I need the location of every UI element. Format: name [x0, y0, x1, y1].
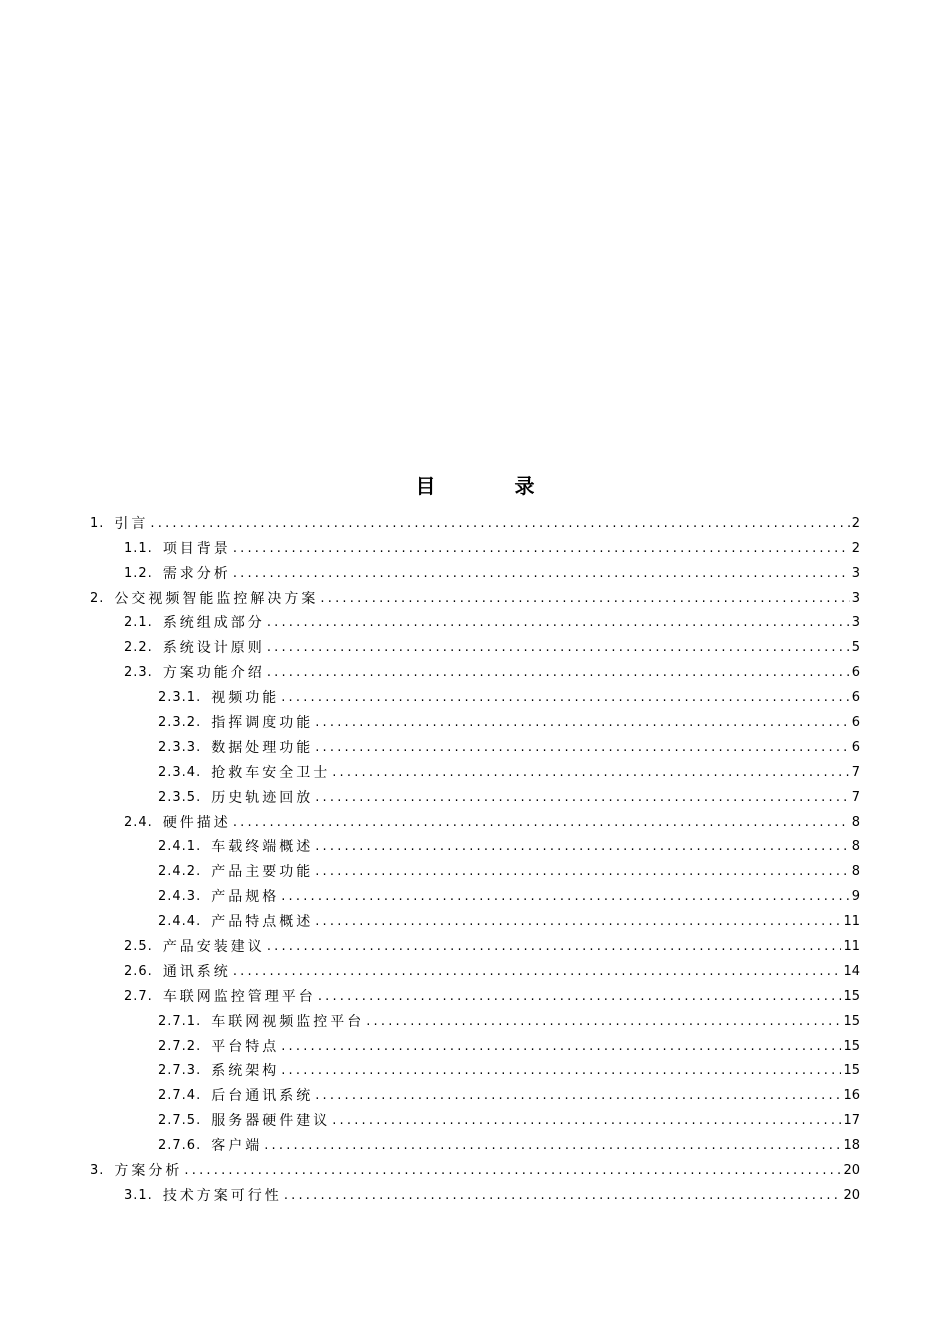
- toc-entry-label: 技术方案可行性: [162, 1187, 282, 1204]
- toc-dot-leader: [233, 814, 850, 832]
- toc-dot-leader: [267, 614, 850, 632]
- toc-dot-leader: [233, 963, 842, 981]
- toc-entry-page: 5: [851, 640, 860, 656]
- toc-entry-page: 14: [843, 963, 860, 979]
- toc-dot-leader: [264, 1137, 841, 1155]
- toc-entry-page: 15: [843, 1038, 860, 1054]
- toc-entry-page: 7: [851, 789, 860, 805]
- toc-entry[interactable]: [90, 707, 860, 732]
- toc-entry-number: 2.4.3.: [158, 889, 202, 905]
- toc-entry[interactable]: [90, 1130, 860, 1155]
- toc-entry-page: 15: [843, 1063, 860, 1079]
- toc-entry-page: 8: [851, 839, 860, 855]
- toc-entry[interactable]: [90, 508, 860, 533]
- toc-dot-leader: [233, 540, 850, 558]
- toc-entry-number: 2.5.: [124, 939, 153, 955]
- toc-dot-leader: [318, 988, 842, 1006]
- toc-entry-number: 2.1.: [124, 615, 153, 631]
- toc-dot-leader: [233, 565, 850, 583]
- toc-entry-number: 2.: [90, 590, 105, 606]
- toc-entry-number: 2.4.2.: [158, 864, 202, 880]
- toc-entry-page: 8: [851, 814, 860, 830]
- toc-entry[interactable]: [90, 1105, 860, 1130]
- toc-entry-number: 1.1.: [124, 540, 153, 556]
- toc-dot-leader: [315, 789, 850, 807]
- toc-entry-page: 18: [843, 1138, 860, 1154]
- toc-entry-page: 17: [843, 1113, 860, 1129]
- toc-entry-number: 2.6.: [124, 963, 153, 979]
- toc-entry-page: 6: [851, 665, 860, 681]
- toc-entry-page: 9: [851, 889, 860, 905]
- toc-dot-leader: [315, 913, 841, 931]
- toc-dot-leader: [281, 1062, 841, 1080]
- toc-title: 目 录: [415, 474, 571, 498]
- toc-entry-label: 通讯系统: [162, 963, 231, 980]
- toc-entry-label: 引言: [114, 515, 149, 532]
- toc-entry-page: 8: [851, 864, 860, 880]
- toc-dot-leader: [267, 664, 850, 682]
- toc-entry-label: 平台特点: [211, 1038, 280, 1055]
- toc-entry[interactable]: [90, 1031, 860, 1056]
- toc-entry-page: 2: [851, 540, 860, 556]
- toc-dot-leader: [150, 515, 849, 533]
- toc-entry-label: 历史轨迹回放: [211, 789, 314, 806]
- table-of-contents: [90, 508, 860, 1205]
- toc-entry-number: 2.3.4.: [158, 764, 202, 780]
- toc-entry-label: 项目背景: [162, 540, 231, 557]
- toc-entry-number: 2.7.4.: [158, 1088, 202, 1104]
- toc-entry-page: 2: [851, 515, 860, 531]
- toc-entry-label: 产品特点概述: [211, 914, 314, 931]
- toc-entry-page: 15: [843, 988, 860, 1004]
- toc-dot-leader: [315, 1087, 841, 1105]
- toc-entry[interactable]: [90, 1180, 860, 1205]
- toc-entry-page: 20: [843, 1187, 860, 1203]
- toc-entry[interactable]: [90, 583, 860, 608]
- toc-entry-label: 系统组成部分: [162, 615, 265, 632]
- toc-entry[interactable]: [90, 906, 860, 931]
- toc-entry[interactable]: [90, 807, 860, 832]
- toc-dot-leader: [267, 938, 842, 956]
- toc-entry[interactable]: [90, 1080, 860, 1105]
- toc-entry-label: 客户端: [211, 1138, 263, 1155]
- toc-entry[interactable]: [90, 981, 860, 1006]
- toc-entry-number: 2.4.4.: [158, 914, 202, 930]
- toc-entry-number: 2.7.2.: [158, 1038, 202, 1054]
- toc-entry-label: 指挥调度功能: [211, 715, 314, 732]
- toc-dot-leader: [281, 888, 850, 906]
- toc-entry-label: 产品规格: [211, 889, 280, 906]
- toc-entry-page: 20: [843, 1163, 860, 1179]
- toc-entry[interactable]: [90, 856, 860, 881]
- toc-entry-number: 1.2.: [124, 565, 153, 581]
- toc-entry-page: 3: [851, 565, 860, 581]
- toc-entry-number: 2.7.3.: [158, 1063, 202, 1079]
- toc-dot-leader: [320, 590, 849, 608]
- toc-entry-page: 6: [851, 690, 860, 706]
- toc-entry-page: 11: [843, 914, 860, 930]
- toc-entry[interactable]: [90, 657, 860, 682]
- toc-entry-page: 6: [851, 715, 860, 731]
- toc-dot-leader: [315, 739, 850, 757]
- toc-entry[interactable]: [90, 558, 860, 583]
- toc-entry-page: 3: [851, 590, 860, 606]
- toc-dot-leader: [332, 764, 850, 782]
- toc-entry-number: 2.2.: [124, 640, 153, 656]
- toc-entry[interactable]: [90, 682, 860, 707]
- toc-entry-number: 2.3.5.: [158, 789, 202, 805]
- toc-entry-label: 方案功能介绍: [162, 665, 265, 682]
- toc-entry-page: 6: [851, 739, 860, 755]
- toc-entry[interactable]: [90, 632, 860, 657]
- toc-dot-leader: [332, 1112, 841, 1130]
- toc-entry-number: 2.4.: [124, 814, 153, 830]
- toc-entry-label: 产品安装建议: [162, 939, 265, 956]
- toc-dot-leader: [184, 1162, 841, 1180]
- toc-entry-number: 2.7.6.: [158, 1138, 202, 1154]
- toc-entry-number: 2.7.5.: [158, 1113, 202, 1129]
- toc-entry[interactable]: [90, 931, 860, 956]
- toc-dot-leader: [315, 838, 850, 856]
- toc-entry-label: 车联网视频监控平台: [211, 1013, 365, 1030]
- toc-entry-label: 数据处理功能: [211, 739, 314, 756]
- toc-entry-page: 11: [843, 939, 860, 955]
- toc-entry[interactable]: [90, 832, 860, 857]
- toc-entry-page: 16: [843, 1088, 860, 1104]
- toc-entry-label: 硬件描述: [162, 814, 231, 831]
- toc-entry-label: 后台通讯系统: [211, 1088, 314, 1105]
- toc-entry[interactable]: [90, 1006, 860, 1031]
- toc-dot-leader: [281, 1038, 841, 1056]
- toc-entry-number: 1.: [90, 515, 105, 531]
- toc-entry-label: 服务器硬件建议: [211, 1113, 331, 1130]
- toc-entry-label: 车联网监控管理平台: [162, 988, 316, 1005]
- toc-entry-number: 2.3.: [124, 665, 153, 681]
- toc-entry[interactable]: [90, 881, 860, 906]
- toc-entry[interactable]: [90, 1056, 860, 1081]
- toc-dot-leader: [284, 1187, 842, 1205]
- toc-entry-label: 系统设计原则: [162, 640, 265, 657]
- toc-dot-leader: [281, 689, 850, 707]
- toc-dot-leader: [267, 639, 850, 657]
- toc-entry[interactable]: [90, 732, 860, 757]
- toc-dot-leader: [315, 863, 850, 881]
- toc-entry[interactable]: [90, 956, 860, 981]
- toc-entry-label: 抢救车安全卫士: [211, 764, 331, 781]
- toc-dot-leader: [315, 714, 850, 732]
- toc-entry-number: 2.3.3.: [158, 739, 202, 755]
- toc-entry[interactable]: [90, 782, 860, 807]
- toc-entry[interactable]: [90, 1155, 860, 1180]
- toc-entry-number: 2.3.1.: [158, 690, 202, 706]
- toc-entry-number: 2.4.1.: [158, 839, 202, 855]
- toc-entry-number: 2.3.2.: [158, 715, 202, 731]
- toc-entry-number: 3.: [90, 1163, 105, 1179]
- toc-entry-label: 需求分析: [162, 565, 231, 582]
- toc-entry-page: 7: [851, 764, 860, 780]
- toc-entry[interactable]: [90, 533, 860, 558]
- toc-entry-label: 车载终端概述: [211, 839, 314, 856]
- toc-entry-label: 产品主要功能: [211, 864, 314, 881]
- toc-entry-page: 15: [843, 1013, 860, 1029]
- toc-entry-label: 系统架构: [211, 1063, 280, 1080]
- toc-entry-number: 3.1.: [124, 1187, 153, 1203]
- toc-entry-label: 方案分析: [114, 1163, 183, 1180]
- toc-dot-leader: [366, 1013, 841, 1031]
- toc-entry-number: 2.7.: [124, 988, 153, 1004]
- toc-entry-label: 视频功能: [211, 690, 280, 707]
- toc-entry[interactable]: [90, 757, 860, 782]
- toc-entry-number: 2.7.1.: [158, 1013, 202, 1029]
- toc-entry-page: 3: [851, 615, 860, 631]
- toc-entry[interactable]: [90, 608, 860, 633]
- toc-entry-label: 公交视频智能监控解决方案: [114, 590, 319, 607]
